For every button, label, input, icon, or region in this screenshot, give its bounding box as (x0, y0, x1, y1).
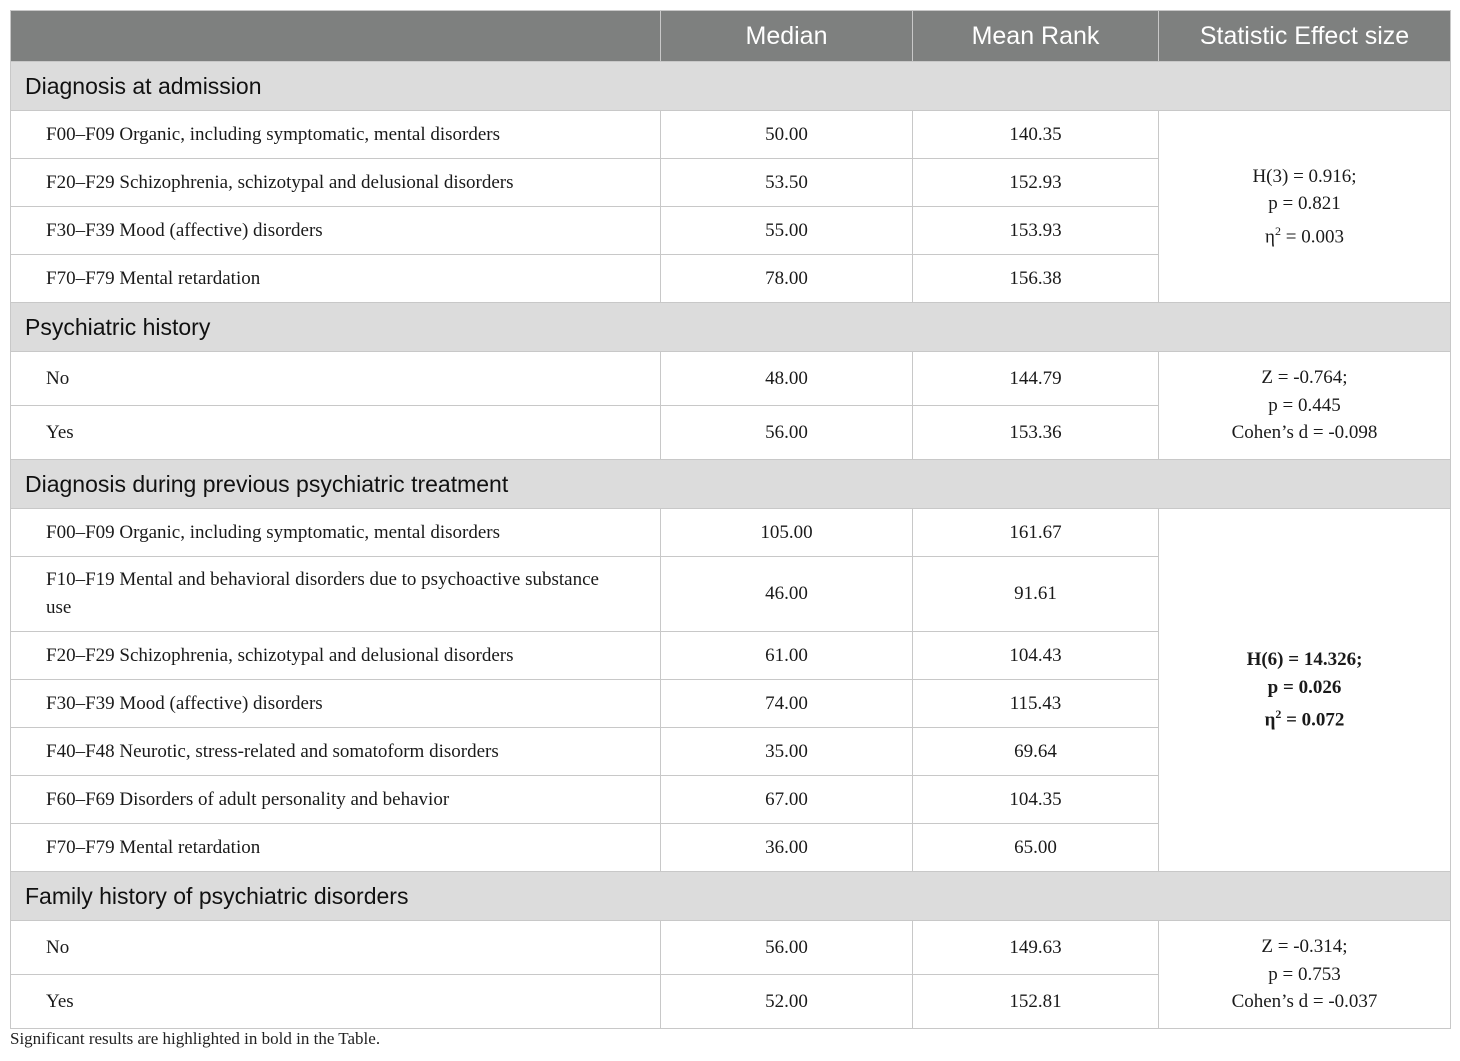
header-empty (11, 11, 661, 62)
median-cell: 67.00 (661, 776, 913, 824)
group-row (11, 872, 1451, 921)
mean-rank-cell: 140.35 (913, 111, 1159, 159)
stat-line: Z = -0.314; (1261, 936, 1348, 958)
group-title: Family history of psychiatric disorders (11, 872, 1451, 921)
median-cell: 48.00 (661, 352, 913, 406)
table-row (11, 921, 1451, 975)
stat-line: p = 0.821 (1268, 193, 1341, 215)
median-cell: 46.00 (661, 557, 913, 632)
mean-rank-cell: 153.93 (913, 207, 1159, 255)
median-cell: 55.00 (661, 207, 913, 255)
median-cell: 53.50 (661, 159, 913, 207)
statistic-cell (1159, 352, 1451, 460)
statistic-cell (1159, 509, 1451, 872)
mean-rank-cell: 152.81 (913, 975, 1159, 1029)
row-label: Yes (11, 975, 661, 1029)
mean-rank-cell: 161.67 (913, 509, 1159, 557)
mean-rank-cell: 156.38 (913, 255, 1159, 303)
group-title: Diagnosis during previous psychiatric treatment (11, 460, 1451, 509)
row-label: F70–F79 Mental retardation (11, 255, 661, 303)
mean-rank-cell: 69.64 (913, 728, 1159, 776)
stat-line: p = 0.445 (1268, 394, 1341, 416)
header-statistic: Statistic Effect size (1159, 11, 1451, 62)
row-label: Yes (11, 406, 661, 460)
mean-rank-cell: 153.36 (913, 406, 1159, 460)
stat-line: Cohen’s d = -0.098 (1231, 422, 1378, 444)
row-label: F00–F09 Organic, including symptomatic, mental disorders (11, 111, 661, 159)
statistic-cell (1159, 921, 1451, 1029)
table-row (11, 352, 1451, 406)
group-row (11, 303, 1451, 352)
row-label: F40–F48 Neurotic, stress-related and somatoform disorders (11, 728, 661, 776)
stat-line: $\eta^2 = 0.003$ (1265, 223, 1344, 247)
stat-line: H(6) = 14.326; (1246, 649, 1363, 671)
table-row (11, 509, 1451, 557)
row-label: F70–F79 Mental retardation (11, 824, 661, 872)
median-cell: 78.00 (661, 255, 913, 303)
row-label: F30–F39 Mood (affective) disorders (11, 207, 661, 255)
row-label: No (11, 921, 661, 975)
median-cell: 105.00 (661, 509, 913, 557)
table-header-row (11, 11, 1451, 62)
row-label: No (11, 352, 661, 406)
results-table (10, 10, 1451, 1029)
stat-line: p = 0.026 (1267, 676, 1342, 698)
stat-line: $\eta^2 = 0.072$ (1264, 707, 1345, 731)
stat-line: Cohen’s d = -0.037 (1231, 991, 1378, 1013)
median-cell: 36.00 (661, 824, 913, 872)
statistic-cell (1159, 111, 1451, 303)
footnote: Significant results are highlighted in bold in the Table. (10, 1029, 381, 1048)
median-cell: 50.00 (661, 111, 913, 159)
row-label: F20–F29 Schizophrenia, schizotypal and delusional disorders (11, 632, 661, 680)
mean-rank-cell: 152.93 (913, 159, 1159, 207)
row-label: F60–F69 Disorders of adult personality and behavior (11, 776, 661, 824)
mean-rank-cell: 91.61 (913, 557, 1159, 632)
row-label: F00–F09 Organic, including symptomatic, mental disorders (11, 509, 661, 557)
mean-rank-cell: 115.43 (913, 680, 1159, 728)
stat-line: Z = -0.764; (1261, 367, 1348, 389)
mean-rank-cell: 104.43 (913, 632, 1159, 680)
median-cell: 61.00 (661, 632, 913, 680)
stat-line: H(3) = 0.916; (1252, 165, 1357, 187)
group-title: Diagnosis at admission (11, 62, 1451, 111)
median-cell: 56.00 (661, 406, 913, 460)
header-median: Median (661, 11, 913, 62)
group-row (11, 62, 1451, 111)
header-mean-rank: Mean Rank (913, 11, 1159, 62)
mean-rank-cell: 149.63 (913, 921, 1159, 975)
stat-line: p = 0.753 (1268, 963, 1341, 985)
mean-rank-cell: 65.00 (913, 824, 1159, 872)
row-label: F20–F29 Schizophrenia, schizotypal and delusional disorders (11, 159, 661, 207)
median-cell: 52.00 (661, 975, 913, 1029)
group-row (11, 460, 1451, 509)
row-label: F30–F39 Mood (affective) disorders (11, 680, 661, 728)
group-title: Psychiatric history (11, 303, 1451, 352)
median-cell: 74.00 (661, 680, 913, 728)
table-row (11, 111, 1451, 159)
median-cell: 35.00 (661, 728, 913, 776)
row-label: F10–F19 Mental and behavioral disorders due to psychoactive substance use (11, 557, 661, 632)
mean-rank-cell: 144.79 (913, 352, 1159, 406)
mean-rank-cell: 104.35 (913, 776, 1159, 824)
median-cell: 56.00 (661, 921, 913, 975)
